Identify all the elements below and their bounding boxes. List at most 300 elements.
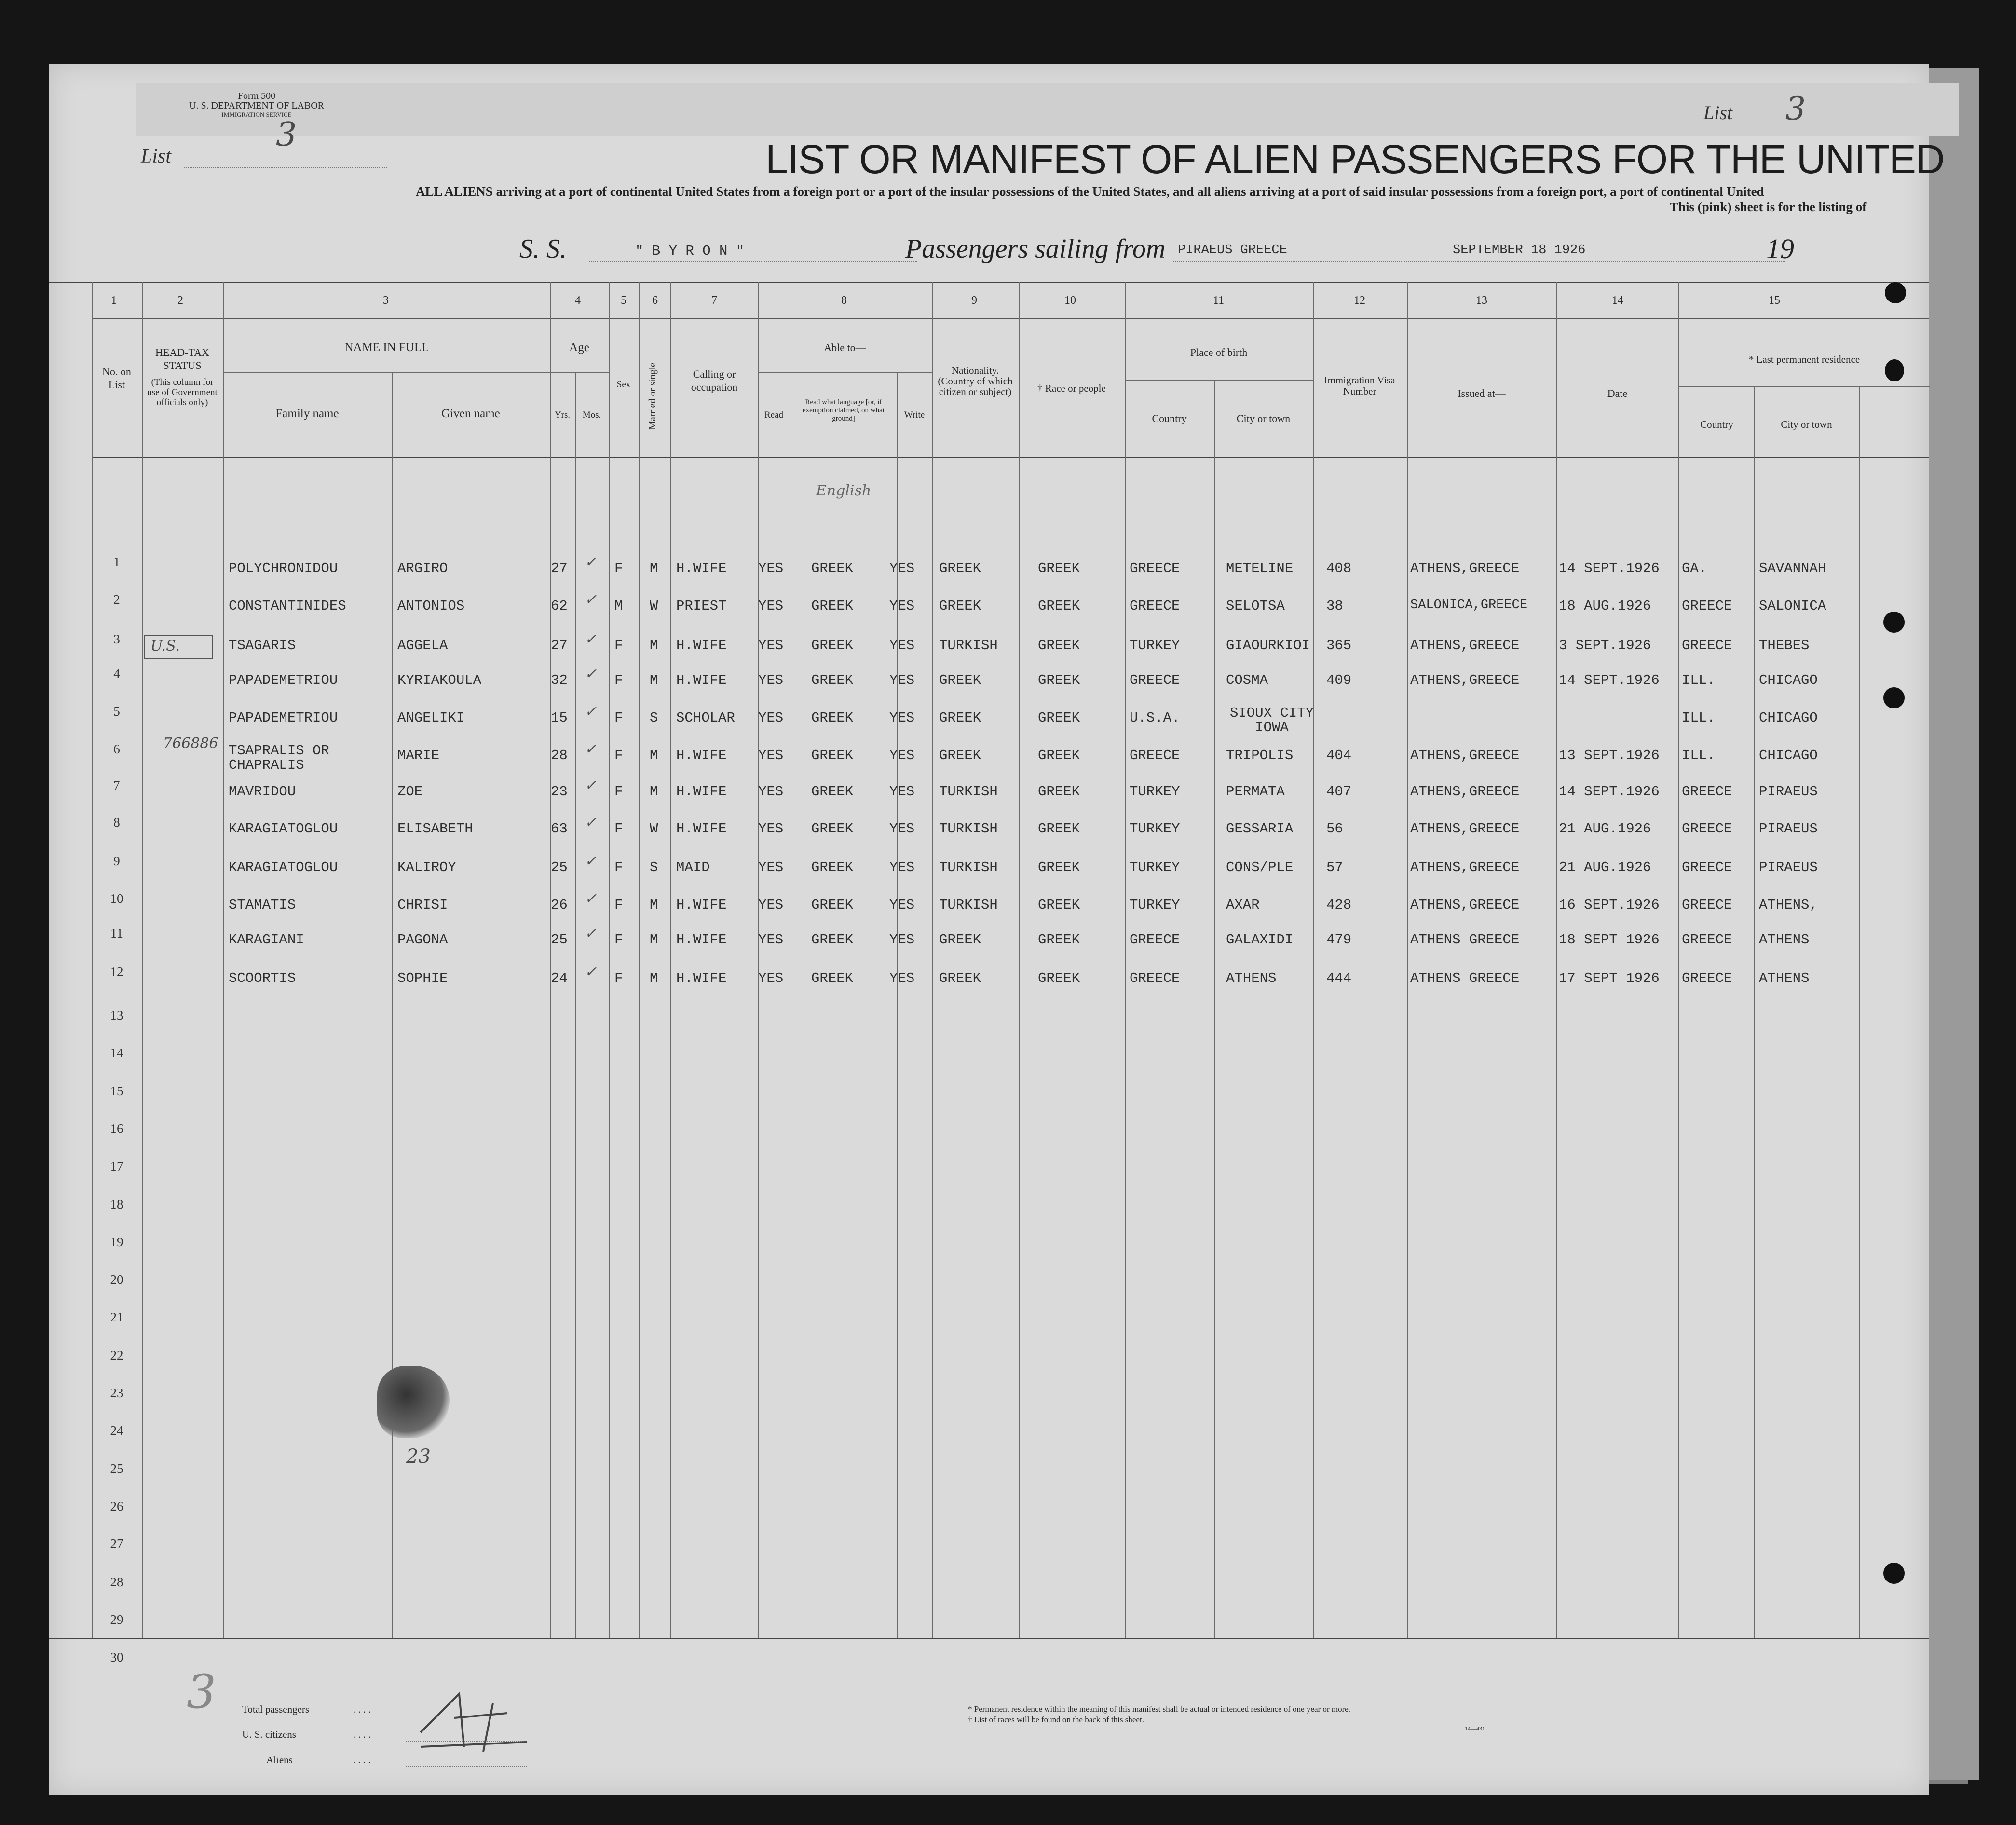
nationality-cell: GREEK (939, 672, 981, 688)
birth-country-cell: U.S.A. (1130, 710, 1180, 726)
row-number: 4 (113, 667, 120, 681)
col-line (1214, 380, 1215, 1638)
head-tax-stamp: U.S. (150, 638, 180, 654)
visa-date-cell: 16 SEPT.1926 (1559, 897, 1660, 913)
row-number: 30 (110, 1650, 123, 1665)
manifest-subtitle: ALL ALIENS arriving at a port of continental United States from a foreign port or a port of the insular possessions of the United States, and all aliens arriving at a port of said insular possessions from a foreign port, a port of continental United (416, 184, 1764, 199)
colnum-1: 1 (111, 294, 117, 307)
age-years-cell: 32 (551, 672, 568, 688)
header-nationality: Nationality. (Country of which citizen or subject) (938, 365, 1013, 397)
birth-subrule (1125, 380, 1313, 381)
colnum-2: 2 (177, 294, 183, 307)
col-line (1019, 282, 1020, 1638)
colnum-7: 7 (711, 294, 717, 307)
margin-list-number: 3 (187, 1665, 217, 1719)
side-number: 766886 (163, 735, 218, 752)
can-write-cell: YES (889, 859, 915, 875)
header-bottom-rule (92, 457, 1929, 458)
age-check-mark: ✓ (585, 814, 597, 831)
can-read-cell: YES (758, 897, 784, 913)
residence-country-cell: GREECE (1682, 821, 1732, 837)
birth-city-cell: TRIPOLIS (1226, 748, 1294, 763)
header-given-name: Given name (441, 407, 500, 420)
residence-city-cell: CHICAGO (1759, 710, 1818, 726)
list-number: 3 (276, 116, 297, 154)
residence-country-cell: GREECE (1682, 970, 1732, 986)
sex-cell: F (614, 859, 623, 875)
row-number: 15 (110, 1083, 123, 1098)
occupation-cell: H.WIFE (676, 821, 727, 837)
residence-city-cell: ATHENS (1759, 932, 1810, 948)
col-line (758, 282, 759, 1638)
residence-country-cell: GREECE (1682, 598, 1732, 614)
colnum-13: 13 (1476, 294, 1487, 307)
col-line (92, 282, 93, 1638)
age-years-cell: 26 (551, 897, 568, 913)
row-number: 27 (110, 1537, 123, 1552)
sex-cell: F (614, 748, 623, 763)
occupation-cell: H.WIFE (676, 970, 727, 986)
residence-city-cell: THEBES (1759, 638, 1810, 654)
language-cell: GREEK (811, 638, 854, 654)
row-number: 13 (110, 1008, 123, 1022)
issued-at-cell: ATHENS,GREECE (1410, 821, 1520, 837)
birth-country-cell: GREECE (1130, 560, 1180, 576)
col-line (1407, 282, 1408, 1638)
able-subrule (758, 372, 932, 373)
issued-at-cell: ATHENS,GREECE (1410, 859, 1520, 875)
occupation-cell: H.WIFE (676, 672, 727, 688)
given-name-cell: ZOE (397, 784, 423, 800)
language-cell: GREEK (811, 970, 854, 986)
language-cell: GREEK (811, 598, 854, 614)
colnum-6: 6 (652, 294, 658, 307)
marital-status-cell: M (650, 560, 658, 576)
language-cell: GREEK (811, 932, 854, 948)
row-number: 6 (113, 742, 120, 756)
header-sex: Sex (616, 380, 631, 390)
age-years-cell: 25 (551, 932, 568, 948)
can-read-cell: YES (758, 859, 784, 875)
sex-cell: F (614, 932, 623, 948)
ss-label: S. S. (519, 234, 567, 264)
footer-aliens-dots: . . . . (353, 1754, 371, 1766)
sex-cell: F (614, 560, 623, 576)
language-cell: GREEK (811, 710, 854, 726)
age-check-mark: ✓ (585, 741, 597, 758)
punch-hole (1885, 282, 1906, 303)
marital-status-cell: M (650, 784, 658, 800)
visa-number-cell: 408 (1326, 560, 1352, 576)
ink-stain (377, 1366, 450, 1438)
residence-city-cell: SALONICA (1759, 598, 1826, 614)
manifest-sheet (49, 64, 1945, 1795)
header-birth-city: City or town (1236, 412, 1291, 424)
age-check-mark: ✓ (585, 703, 597, 720)
race-cell: GREEK (1038, 710, 1080, 726)
language-cell: GREEK (811, 748, 854, 763)
given-name-cell: MARIE (397, 748, 440, 763)
can-write-cell: YES (889, 821, 915, 837)
top-paper-strip (136, 83, 1959, 136)
col-line (392, 372, 393, 1638)
departure-date: SEPTEMBER 18 1926 (1453, 243, 1586, 258)
birth-country-cell: GREECE (1130, 598, 1180, 614)
occupation-cell: H.WIFE (676, 897, 727, 913)
header-lr-country: Country (1700, 419, 1733, 430)
race-cell: GREEK (1038, 598, 1080, 614)
sex-cell: M (614, 598, 623, 614)
port-dotted-line (1173, 261, 1785, 263)
nationality-cell: TURKISH (939, 821, 998, 837)
col-line (609, 282, 610, 1638)
race-cell: GREEK (1038, 672, 1080, 688)
issued-at-cell: ATHENS GREECE (1410, 970, 1520, 986)
header-read-what: Read what language [or, if exemption claimed, on what ground] (803, 398, 885, 422)
visa-date-cell: 14 SEPT.1926 (1559, 560, 1660, 576)
nationality-cell: GREEK (939, 710, 981, 726)
birth-country-cell: GREECE (1130, 932, 1180, 948)
residence-country-cell: ILL. (1682, 672, 1716, 688)
visa-date-cell: 17 SEPT 1926 (1559, 970, 1660, 986)
occupation-cell: H.WIFE (676, 638, 727, 654)
birth-city-cell: SIOUX CITY IOWA (1229, 705, 1314, 735)
issued-at-cell: ATHENS GREECE (1410, 932, 1520, 948)
residence-country-cell: GREECE (1682, 784, 1732, 800)
family-name-cell: PAPADEMETRIOU (229, 710, 338, 726)
occupation-cell: MAID (676, 859, 710, 875)
footer-aliens-label: Aliens (266, 1754, 293, 1766)
age-years-cell: 23 (551, 784, 568, 800)
colnum-5: 5 (621, 294, 627, 307)
residence-city-cell: CHICAGO (1759, 672, 1818, 688)
header-last-residence: * Last permanent residence (1748, 354, 1860, 365)
stain-number: 23 (406, 1445, 431, 1468)
visa-date-cell: 14 SEPT.1926 (1559, 672, 1660, 688)
service-label: IMMIGRATION SERVICE (221, 111, 292, 118)
residence-country-cell: GREECE (1682, 638, 1732, 654)
nationality-cell: GREEK (939, 748, 981, 763)
corner-list-number: 3 (1785, 90, 1806, 127)
occupation-cell: PRIEST (676, 598, 727, 614)
marital-status-cell: M (650, 672, 658, 688)
can-read-cell: YES (758, 932, 784, 948)
row-number: 21 (110, 1310, 123, 1325)
sailing-label: Passengers sailing from (905, 234, 1166, 264)
nationality-cell: TURKISH (939, 638, 998, 654)
row-number: 20 (110, 1272, 123, 1287)
occupation-cell: H.WIFE (676, 932, 727, 948)
row-number: 16 (110, 1121, 123, 1136)
visa-date-cell: 21 AUG.1926 (1559, 859, 1651, 875)
given-name-cell: ANGELIKI (397, 710, 465, 726)
family-name-cell: KARAGIANI (229, 932, 304, 948)
age-years-cell: 15 (551, 710, 568, 726)
residence-city-cell: CHICAGO (1759, 748, 1818, 763)
residence-country-cell: ILL. (1682, 710, 1716, 726)
race-cell: GREEK (1038, 897, 1080, 913)
birth-country-cell: GREECE (1130, 672, 1180, 688)
row-number: 25 (110, 1461, 123, 1476)
nationality-cell: TURKISH (939, 784, 998, 800)
can-read-cell: YES (758, 784, 784, 800)
row-number: 3 (113, 632, 120, 646)
row-number: 12 (110, 965, 123, 979)
header-visa: Immigration Visa Number (1324, 374, 1395, 397)
can-write-cell: YES (889, 897, 915, 913)
can-read-cell: YES (758, 638, 784, 654)
given-name-cell: CHRISI (397, 897, 448, 913)
age-years-cell: 62 (551, 598, 568, 614)
family-name-cell: TSAGARIS (229, 638, 296, 654)
given-name-cell: PAGONA (397, 932, 448, 948)
race-cell: GREEK (1038, 859, 1080, 875)
birth-city-cell: METELINE (1226, 560, 1294, 576)
colnum-9: 9 (971, 294, 977, 307)
age-years-cell: 28 (551, 748, 568, 763)
footer-us-citizens-label: U. S. citizens (242, 1729, 296, 1740)
birth-city-cell: PERMATA (1226, 784, 1285, 800)
col-line (1125, 282, 1126, 1638)
can-read-cell: YES (758, 672, 784, 688)
occupation-cell: H.WIFE (676, 748, 727, 763)
race-cell: GREEK (1038, 821, 1080, 837)
birth-city-cell: GIAOURKIOI (1226, 638, 1310, 654)
visa-number-cell: 409 (1326, 672, 1352, 688)
col-line (1556, 282, 1557, 1638)
age-check-mark: ✓ (585, 964, 597, 981)
age-years-cell: 25 (551, 859, 568, 875)
issued-at-cell: ATHENS,GREECE (1410, 748, 1520, 763)
birth-country-cell: TURKEY (1130, 859, 1180, 875)
colnum-10: 10 (1064, 294, 1076, 307)
can-write-cell: YES (889, 748, 915, 763)
row-number: 23 (110, 1386, 123, 1400)
age-check-mark: ✓ (585, 853, 597, 870)
residence-country-cell: GREECE (1682, 859, 1732, 875)
given-name-cell: KALIROY (397, 859, 456, 875)
row-number: 1 (113, 555, 120, 569)
punch-hole (1885, 359, 1904, 381)
family-name-cell: KARAGIATOGLOU (229, 859, 338, 875)
marital-status-cell: M (650, 638, 658, 654)
col-line (1859, 386, 1860, 1638)
birth-country-cell: TURKEY (1130, 784, 1180, 800)
age-check-mark: ✓ (585, 925, 597, 942)
row-number: 14 (110, 1046, 123, 1061)
birth-country-cell: GREECE (1130, 970, 1180, 986)
visa-number-cell: 428 (1326, 897, 1352, 913)
row-number: 24 (110, 1423, 123, 1438)
nationality-cell: GREEK (939, 932, 981, 948)
family-name-cell: KARAGIATOGLOU (229, 821, 338, 837)
race-cell: GREEK (1038, 970, 1080, 986)
footer-total-dots: . . . . (353, 1703, 371, 1715)
residence-city-cell: PIRAEUS (1759, 859, 1818, 875)
language-cell: GREEK (811, 897, 854, 913)
nationality-cell: GREEK (939, 598, 981, 614)
visa-number-cell: 479 (1326, 932, 1352, 948)
col-line (1313, 282, 1314, 1638)
residence-city-cell: PIRAEUS (1759, 821, 1818, 837)
marital-status-cell: W (650, 821, 658, 837)
can-write-cell: YES (889, 598, 915, 614)
row-number: 5 (113, 704, 120, 719)
visa-number-cell: 56 (1326, 821, 1343, 837)
issued-at-cell: ATHENS,GREECE (1410, 638, 1520, 654)
marital-status-cell: S (650, 859, 658, 875)
race-cell: GREEK (1038, 748, 1080, 763)
colnum-8: 8 (841, 294, 847, 307)
footer-note-1: * Permanent residence within the meaning of this manifest shall be actual or intended residence of one year or more. (968, 1704, 1351, 1714)
given-name-cell: ANTONIOS (397, 598, 465, 614)
header-age: Age (569, 341, 589, 354)
family-name-cell: CONSTANTINIDES (229, 598, 346, 614)
given-name-cell: ELISABETH (397, 821, 473, 837)
col-line (932, 282, 933, 1638)
departure-port: PIRAEUS GREECE (1178, 243, 1287, 258)
ship-name: " B Y R O N " (635, 243, 745, 259)
visa-number-cell: 444 (1326, 970, 1352, 986)
can-write-cell: YES (889, 672, 915, 688)
occupation-cell: SCHOLAR (676, 710, 735, 726)
visa-number-cell: 57 (1326, 859, 1343, 875)
issued-at-cell: ATHENS,GREECE (1410, 560, 1520, 576)
can-read-cell: YES (758, 598, 784, 614)
footer-total-label: Total passengers (242, 1703, 310, 1715)
row-number: 9 (113, 854, 120, 868)
residence-city-cell: ATHENS (1759, 970, 1810, 986)
language-note: English (816, 482, 872, 499)
race-cell: GREEK (1038, 560, 1080, 576)
marital-status-cell: S (650, 710, 658, 726)
birth-city-cell: ATHENS (1226, 970, 1277, 986)
visa-date-cell: 14 SEPT.1926 (1559, 784, 1660, 800)
header-head-tax: HEAD-TAX STATUS (155, 346, 209, 371)
col-line (223, 282, 224, 1638)
race-cell: GREEK (1038, 932, 1080, 948)
header-date: Date (1607, 387, 1628, 399)
residence-country-cell: GREECE (1682, 897, 1732, 913)
header-calling: Calling or occupation (691, 368, 738, 393)
can-write-cell: YES (889, 710, 915, 726)
colnum-12: 12 (1354, 294, 1365, 307)
col-line (670, 282, 671, 1638)
can-read-cell: YES (758, 560, 784, 576)
visa-number-cell: 404 (1326, 748, 1352, 763)
can-write-cell: YES (889, 970, 915, 986)
ship-dotted-line (589, 261, 917, 263)
year-prefix: 19 (1766, 233, 1794, 264)
language-cell: GREEK (811, 821, 854, 837)
can-read-cell: YES (758, 710, 784, 726)
family-name-cell: PAPADEMETRIOU (229, 672, 338, 688)
sex-cell: F (614, 710, 623, 726)
manifest-subtitle-2: This (pink) sheet is for the listing of (1670, 200, 1867, 214)
given-name-cell: ARGIRO (397, 560, 448, 576)
sex-cell: F (614, 897, 623, 913)
footer-note-2: † List of races will be found on the back of this sheet. (968, 1715, 1144, 1724)
can-write-cell: YES (889, 932, 915, 948)
family-name-cell: TSAPRALIS OR CHAPRALIS (229, 743, 329, 773)
birth-country-cell: TURKEY (1130, 821, 1180, 837)
marital-status-cell: M (650, 748, 658, 763)
visa-number-cell: 365 (1326, 638, 1352, 654)
given-name-cell: KYRIAKOULA (397, 672, 482, 688)
visa-number-cell: 38 (1326, 598, 1343, 614)
header-yrs: Yrs. (554, 410, 571, 420)
sex-cell: F (614, 638, 623, 654)
marital-status-cell: M (650, 970, 658, 986)
list-dotted-line (184, 167, 387, 169)
row-number: 2 (113, 592, 120, 607)
marital-status-cell: W (650, 598, 658, 614)
row-number: 17 (110, 1159, 123, 1174)
visa-date-cell: 18 AUG.1926 (1559, 598, 1651, 614)
colnum-15: 15 (1769, 294, 1780, 307)
colnum-3: 3 (383, 294, 389, 307)
language-cell: GREEK (811, 672, 854, 688)
age-check-mark: ✓ (585, 631, 597, 648)
visa-date-cell: 21 AUG.1926 (1559, 821, 1651, 837)
row-number: 29 (110, 1612, 123, 1627)
row-number: 11 (110, 926, 123, 940)
row-number: 18 (110, 1197, 123, 1212)
sex-cell: F (614, 821, 623, 837)
residence-country-cell: ILL. (1682, 748, 1716, 763)
corner-list-label: List (1703, 102, 1733, 123)
can-read-cell: YES (758, 748, 784, 763)
header-no-on-list: No. on List (102, 366, 131, 391)
issued-at-cell: ATHENS,GREECE (1410, 672, 1520, 688)
family-name-cell: MAVRIDOU (229, 784, 296, 800)
page-title: LIST OR MANIFEST OF ALIEN PASSENGERS FOR THE UNITED (765, 136, 1945, 182)
residence-country-cell: GA. (1682, 560, 1707, 576)
age-check-mark: ✓ (585, 554, 597, 571)
birth-city-cell: GESSARIA (1226, 821, 1294, 837)
can-read-cell: YES (758, 970, 784, 986)
age-years-cell: 63 (551, 821, 568, 837)
list-label: List (141, 145, 172, 167)
nationality-cell: GREEK (939, 970, 981, 986)
footer-handwritten-total (401, 1675, 546, 1771)
marital-status-cell: M (650, 932, 658, 948)
header-family-name: Family name (275, 407, 339, 420)
col-line (1678, 282, 1679, 1638)
family-name-cell: STAMATIS (229, 897, 296, 913)
colnum-4: 4 (575, 294, 581, 307)
age-years-cell: 27 (551, 560, 568, 576)
birth-city-cell: SELOTSA (1226, 598, 1285, 614)
nationality-cell: TURKISH (939, 859, 998, 875)
residence-city-cell: ATHENS, (1759, 897, 1818, 913)
col-line (550, 282, 551, 1638)
colnum-11: 11 (1213, 294, 1225, 307)
can-write-cell: YES (889, 560, 915, 576)
can-read-cell: YES (758, 821, 784, 837)
occupation-cell: H.WIFE (676, 784, 727, 800)
age-years-cell: 24 (551, 970, 568, 986)
residence-country-cell: GREECE (1682, 932, 1732, 948)
given-name-cell: AGGELA (397, 638, 448, 654)
given-name-cell: SOPHIE (397, 970, 448, 986)
sex-cell: F (614, 784, 623, 800)
row-number: 10 (110, 891, 123, 906)
issued-at-cell: SALONICA,GREECE (1410, 598, 1528, 613)
marital-status-cell: M (650, 897, 658, 913)
punch-hole (1883, 1563, 1905, 1584)
age-years-cell: 27 (551, 638, 568, 654)
